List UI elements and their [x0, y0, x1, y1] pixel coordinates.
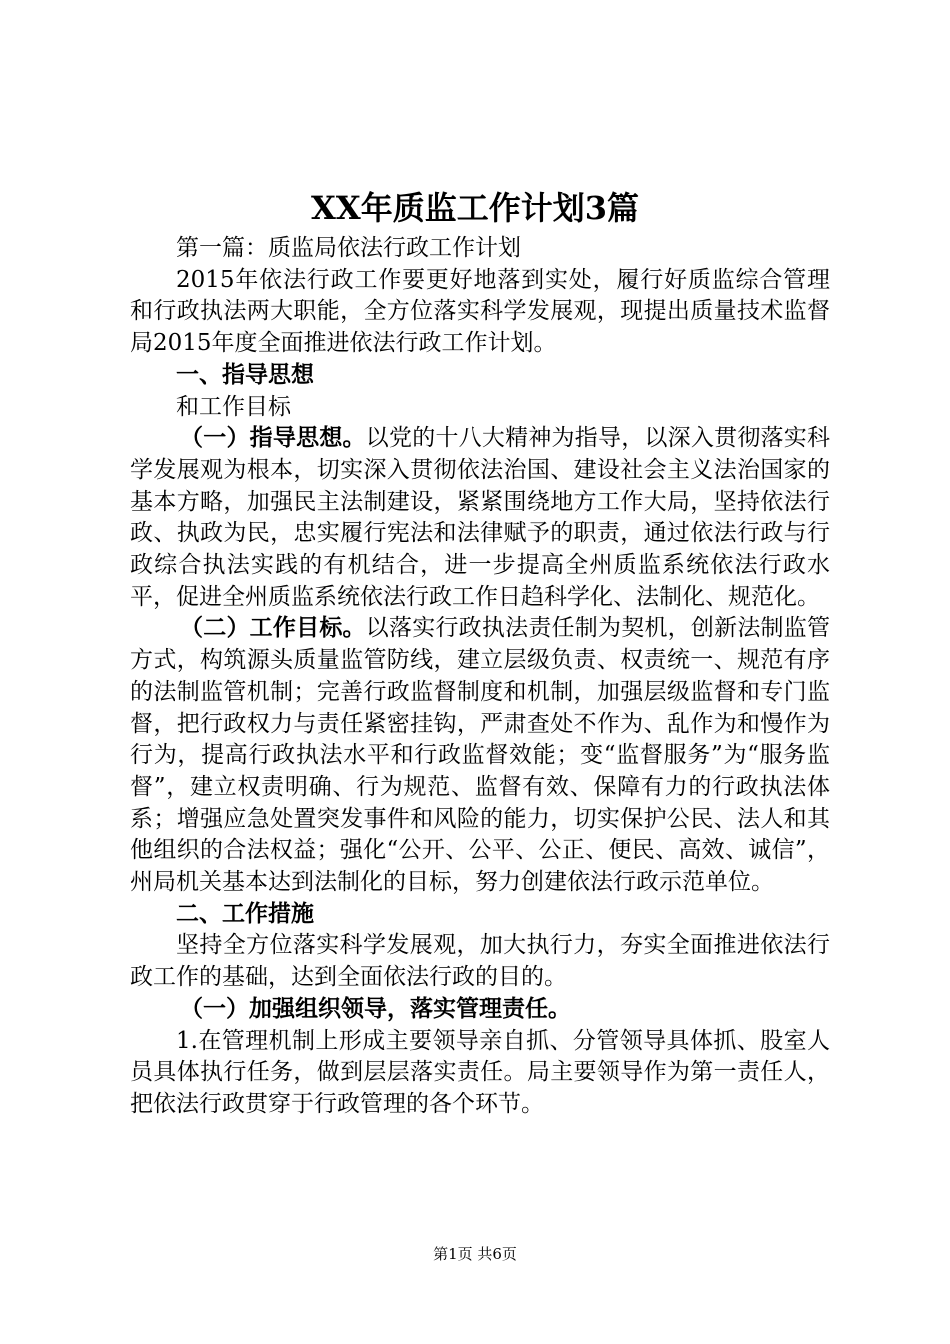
guiding-ideology-paragraph [130, 423, 830, 613]
document-body [130, 233, 830, 1121]
document-title: XX年质监工作计划3篇 [311, 189, 639, 227]
heading-continuation: 和工作目标 [176, 393, 291, 420]
intro-paragraph: 2015年依法行政工作要更好地落到实处，履行好质监综合管理和行政执法两大职能，全方位落实科学发展观，现提出质量技术监督局2015年度全面推进依法行政工作计划。 [130, 266, 830, 357]
work-goals-paragraph [130, 613, 830, 898]
work-goals-lead: （二）工作目标。 [180, 615, 366, 642]
work-goals-body: 以落实行政执法责任制为契机，创新法制监管方式，构筑源头质量监管防线，建立层级负责、权责统一、规范有序的法制监管机制；完善行政监督制度和机制，加强层级监督和专门监督，把行政权力与责任紧密挂钩，严肃查处不作为、乱作为和慢作为行为，提高行政执法水平和行政监督效能；变“监督服务”为“服务监督”，建立权责明确、行为规范、监督有效、保障有力的行政执法体系；增强应急处置突发事件和风险的能力，切实保护公民、法人和其他组织的合法权益；强化“公开、公平、公正、便民、高效、诚信”，州局机关基本达到法制化的目标，努力创建依法行政示范单位。 [130, 615, 831, 896]
guiding-ideology-lead: （一）指导思想。 [180, 425, 366, 452]
heading-organization-leadership: （一）加强组织领导，落实管理责任。 [180, 995, 571, 1022]
heading-guiding-ideology: 一、指导思想 [176, 361, 314, 388]
work-measures-paragraph: 坚持全方位落实科学发展观，加大执行力，夯实全面推进依法行政工作的基础，达到全面依法行政的目的。 [130, 932, 830, 991]
heading-work-measures: 二、工作措施 [176, 900, 314, 927]
item-1-paragraph: 1.在管理机制上形成主要领导亲自抓、分管领导具体抓、股室人员具体执行任务，做到层层落实责任。局主要领导作为第一责任人，把依法行政贯穿于行政管理的各个环节。 [130, 1027, 830, 1117]
page-number-footer: 第1页 共6页 [433, 1245, 517, 1263]
guiding-ideology-body: 以党的十八大精神为指导，以深入贯彻落实科学发展观为根本，切实深入贯彻依法治国、建设社会主义法治国家的基本方略，加强民主法制建设，紧紧围绕地方工作大局，坚持依法行政、执政为民，忠实履行宪法和法律赋予的职责，通过依法行政与行政综合执法实践的有机结合，进一步提高全州质监系统依法行政水平，促进全州质监系统依法行政工作日趋科学化、法制化、规范化。 [130, 425, 831, 610]
section-subtitle: 第一篇：质监局依法行政工作计划 [176, 235, 521, 261]
